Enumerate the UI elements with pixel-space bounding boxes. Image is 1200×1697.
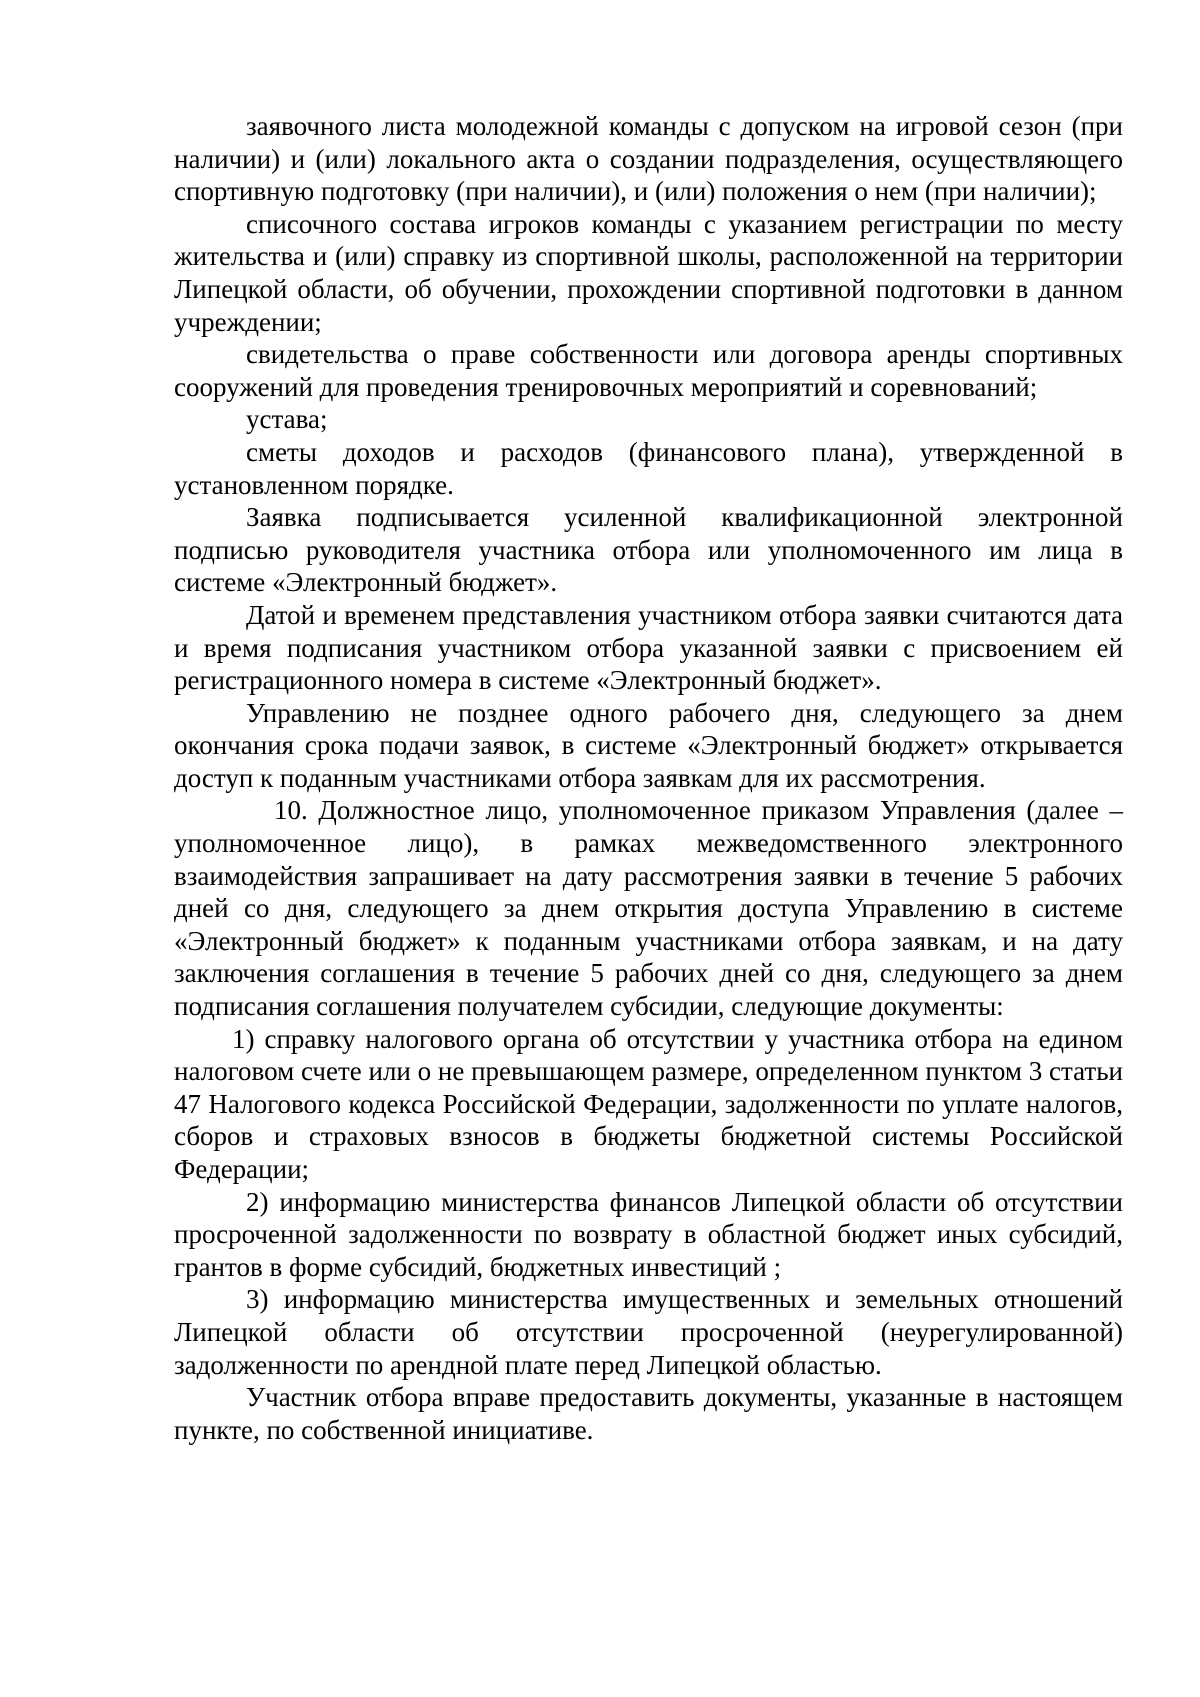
list-item-2: 2) информацию министерства финансов Липецкой области об отсутствии просроченной задолженности по возврату в областной бюджет иных субсидий, грантов в форме субсидий, бюджетных инвестиций ; [174,1186,1123,1282]
paragraph-submission-date: Датой и временем представления участником отбора заявки считаются дата и время подписания участником отбора указанной заявки с присвоением ей регистрационного номера в системе «Электронный бюджет». [174,599,1123,696]
paragraph-section-10: 10. Должностное лицо, уполномоченное приказом Управления (далее – уполномоченное лицо), в рамках межведомственного электронного взаимодействия запрашивает на дату рассмотрения заявки в течение 5 рабочих дней со дня, следующего за днем открытия доступа Управлению в системе «Электронный бюджет» к поданным участниками отбора заявкам, и на дату заключения соглашения в течение 5 рабочих дней со дня, следующего за днем подписания соглашения получателем субсидии, следующие документы: [174,795,1123,1022]
paragraph-team-application: заявочного листа молодежной команды с допуском на игровой сезон (при наличии) и (или) локального акта о создании подразделения, осуществляющего спортивную подготовку (при наличии), и (или) положения о нем (при наличии); [174,111,1123,207]
list-item-1: 1) справку налогового органа об отсутствии у участника отбора на едином налоговом счете или о не превышающем размере, определенном пунктом 3 статьи 47 Налогового кодекса Российской Федерации, задолженности по уплате налогов, сборов и страховых взносов в бюджеты бюджетной системы Российской Федерации; [174,1023,1123,1184]
paragraph-property-certificate: свидетельства о праве собственности или договора аренды спортивных сооружений для проведения тренировочных мероприятий и соревнований; [174,339,1123,402]
paragraph-charter: устава; [246,404,328,435]
document-page [174,110,1123,1446]
paragraph-application-signing: Заявка подписывается усиленной квалификационной электронной подписью руководителя участника отбора или уполномоченного им лица в системе «Электронный бюджет». [174,502,1123,598]
paragraph-player-list: списочного состава игроков команды с указанием регистрации по месту жительства и (или) справку из спортивной школы, расположенной на территории Липецкой области, об обучении, прохождении спортивной подготовки в данном учреждении; [174,208,1123,337]
paragraph-access-opening: Управлению не позднее одного рабочего дня, следующего за днем окончания срока подачи заявок, в системе «Электронный бюджет» открывается доступ к поданным участниками отбора заявкам для их рассмотрения. [174,697,1123,793]
list-item-3: 3) информацию министерства имущественных и земельных отношений Липецкой области об отсутствии просроченной (неурегулированной) задолженности по арендной плате перед Липецкой областью. [174,1284,1123,1380]
paragraph-budget-estimate: сметы доходов и расходов (финансового плана), утвержденной в установленном порядке. [174,436,1123,500]
paragraph-own-initiative: Участник отбора вправе предоставить документы, указанные в настоящем пункте, по собственной инициативе. [174,1382,1123,1445]
